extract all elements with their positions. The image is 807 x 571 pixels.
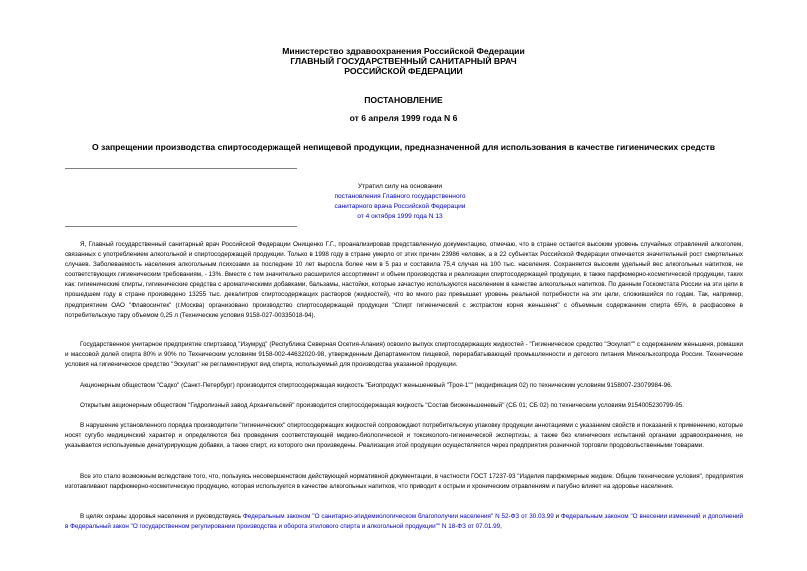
document-type: ПОСТАНОВЛЕНИЕ	[364, 95, 443, 105]
law-52fz-link[interactable]: Федеральным законом "О санитарно-эпидемиологическом благополучии населения" N 52-ФЗ от 30.03.99	[242, 513, 554, 520]
repeal-note-link-line3[interactable]: от 4 октября 1999 года N 13	[357, 213, 443, 220]
repeal-note-text: Утратил силу на основании	[357, 183, 443, 190]
issuer-header	[0, 46, 807, 76]
paragraph-5: В нарушение установленного порядка производители "гигиенических" спиртосодержащих жидкостей сопровождают потребительскую упаковку продукции аннотациями с указанием свойств и показаний к применению, которые носят сугубо медицинский характер и определяются без проведения соответствующей медико-биологической и токсиколого-гигиенической экспертизы, а также без клинических испытаний органами здравоохранения, не указывается используемые денатурирующие добавки, а также спирт, из которого они произведены. Реализация этой продукции осуществляется через предприятия розничной торговли продовольственными товарами.	[65, 422, 743, 450]
paragraph-4: Открытым акционерным обществом "Гидролизный завод Архангельский" производится спиртосодержащая жидкость "Состав биоженьшеневый" (СБ 01; СБ 02) по техническим условиям 9154005230799-95.	[80, 402, 684, 409]
divider-top	[65, 168, 297, 169]
document-title: О запрещении производства спиртосодержащей непищевой продукции, предназначенной для использования в качестве гигиенических средств	[91, 142, 716, 152]
document-date: от 6 апреля 1999 года N 6	[349, 113, 458, 123]
paragraph-7-lead: В целях охраны здоровья населения и руководствуясь	[80, 513, 243, 520]
paragraph-2: Государственное унитарное предприятие спиртзавод "Изумруд" (Республика Северная Осетия-Алания) освоило выпуск спиртосодержащих жидкостей - "Гигиеническое средство "Эскулап"" с содержанием женьшеня, ромашки и массовой долей спирта 80% и 90% по Техническим условиям 9158-002-44632020-98, утвержденным Департаментом пищевой, перерабатывающей промышленности и детского питания Минсельхозпрода России. Технические условия на гигиеническое средство "Эскулап" не регламентируют вид спирта, используемый для производства указанной продукции.	[65, 341, 743, 369]
paragraph-6: Все это стало возможным вследствие того, что, пользуясь несовершенством действующей нормативной документации, в частности ГОСТ 17237-93 "Изделия парфюмерные жидкие. Общие технические условия", предприятия изготавливают парфюмерно-косметическую продукцию, которая используется в качестве алкогольных напитков, что приводит к острым и хроническим отравлениям и пагубно влияет на здоровье населения.	[65, 473, 743, 491]
paragraph-7-end: ,	[500, 523, 502, 531]
chief-doctor-title: ГЛАВНЫЙ ГОСУДАРСТВЕННЫЙ САНИТАРНЫЙ ВРАЧ	[290, 56, 517, 66]
paragraph-7	[65, 512, 743, 532]
paragraph-1: Я, Главный государственный санитарный врач Российской Федерации Онищенко Г.Г., проанализировав представленную документацию, отмечаю, что в стране остается высоким уровень случайных отравлений алкоголем, связанных с употреблением алкогольной и спиртосодержащей продукции. Только в 1998 году в стране умерло от этих причин 23986 человек, а в 22 субъектах Российской Федерации отмечается значительный рост смертельных случаев. Заболеваемость населения алкогольным психозами за последние 10 лет выросла более чем в 5 раз и составила 75,4 случая на 100 тыс. населения. Сохраняется высоким удельный вес алкогольных напитков, не соответствующих гигиеническим требованиям, - 13%. Вместе с тем значительно расширился ассортимент и объем производства и реализации спиртосодержащей продукции, в также парфюмерно-косметической продукции, таких как: гигиенические спирты, гигиенические средства с ароматическими добавками, бальзамы, настойки, которые зачастую используются населением в качестве алкогольных напитков. По данным Госкомстата России на эти цели в прошедшем году в стране произведено 13255 тыс. декалитров спиртосодержащих растворов (жидкостей), что во много раз превышает уровень реальной потребности на эти цели, сложившийся по годам. Так, например, предприятием ОАО "Флавосинтек" (г.Москва) организовано производство спиртосодержащей продукции "Спирт гигиенический с экстрактом корня женьшеня" с объемным содержанием спирта 65%, в расфасовке в потребительскую тару объемом 0,25 л (Технические условия 9158-027-00335018-94).	[65, 241, 743, 319]
paragraph-3: Акционерным обществом "Садко" (Санкт-Петербург) производится спиртосодержащая жидкость "Биопродукт женьшеневый "Троя-1"" (модификация 02) по техническим условиям 9158007-23079984-96.	[80, 382, 673, 389]
country-name: РОССИЙСКОЙ ФЕДЕРАЦИИ	[344, 66, 463, 76]
paragraph-7-mid: и	[553, 513, 562, 520]
repeal-note	[300, 182, 500, 222]
repeal-note-link-line1[interactable]: постановления Главного государственного	[334, 193, 466, 200]
repeal-note-link-line2[interactable]: санитарного врача Российской Федерации	[334, 203, 466, 210]
law-18fz-link[interactable]: Федеральным законом "О внесении изменений и дополнений в Федеральный закон "О государственном регулировании производства и оборота этилового спирта и алкогольной продукции"" N 18-ФЗ от 07.01.99	[65, 513, 743, 531]
divider-bottom	[65, 226, 297, 227]
ministry-name: Министерство здравоохранения Российской Федерации	[282, 46, 525, 56]
